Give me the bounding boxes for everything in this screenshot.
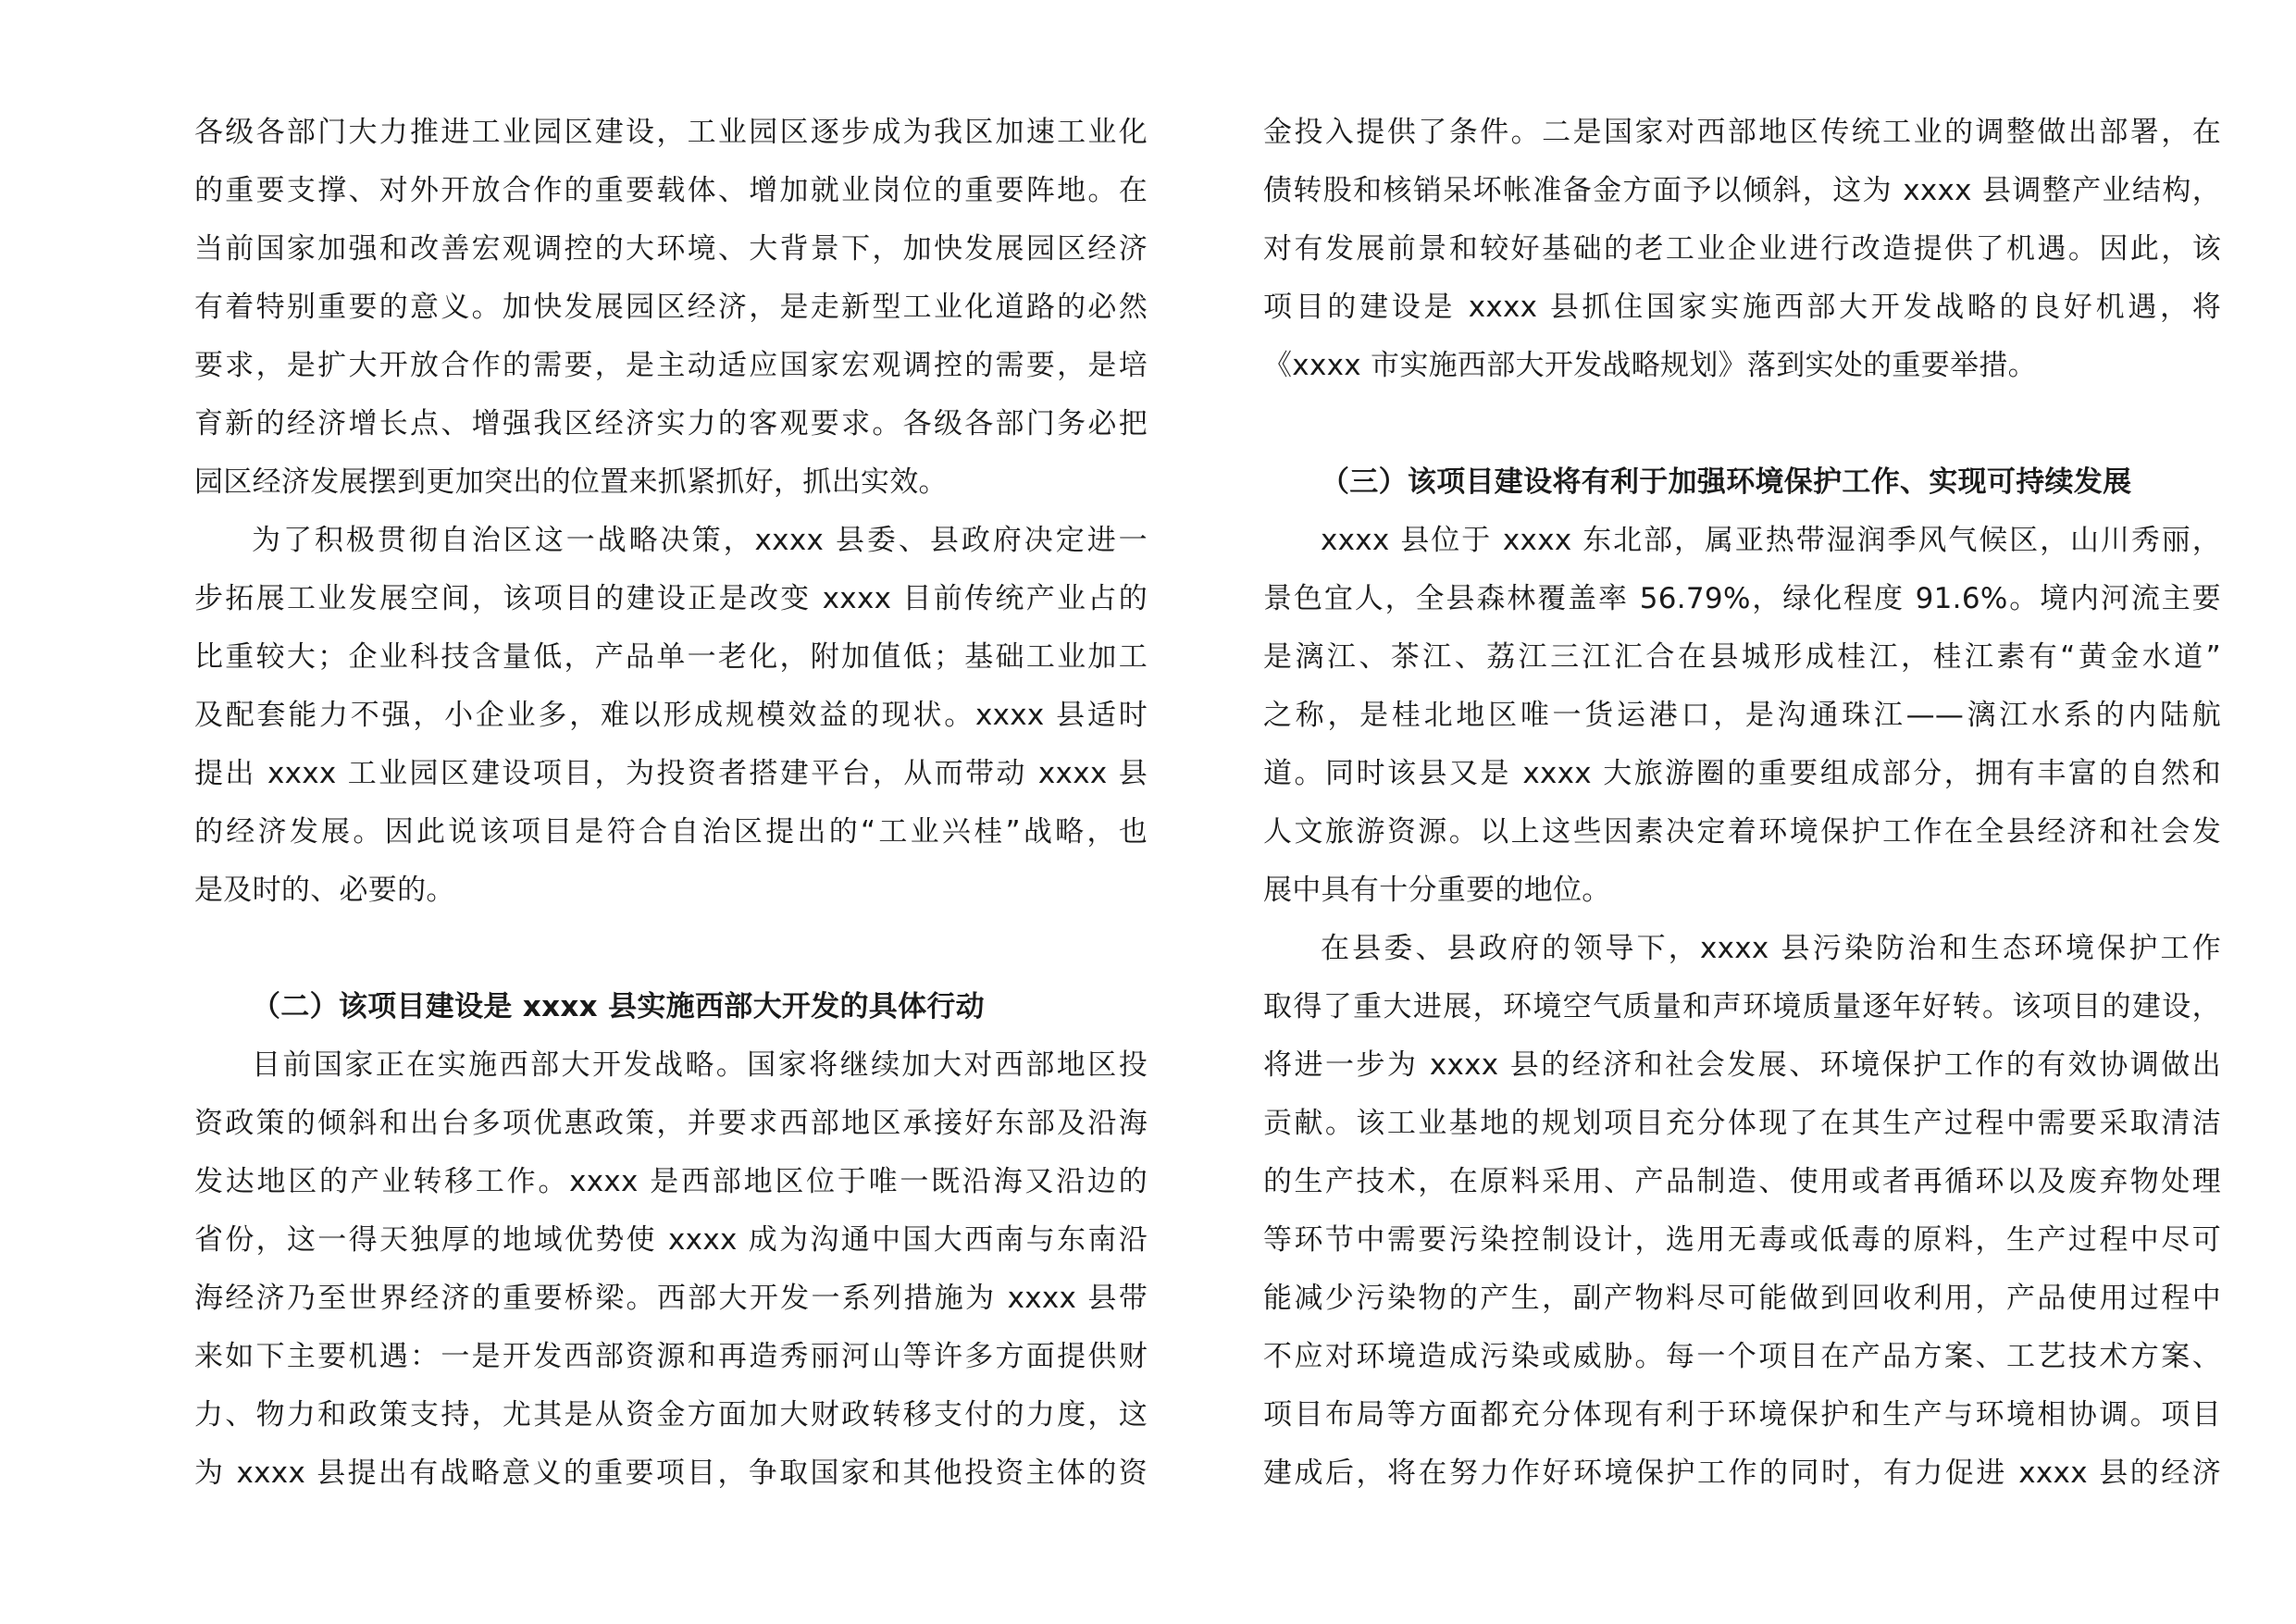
text-line: 园区经济发展摆到更加突出的位置来抓紧抓好，抓出实效。 [194,465,948,499]
paragraph-industrial-park [194,104,1148,512]
text-line: 的重要支撑、对外开放合作的重要载体、增加就业岗位的重要阵地。在 [194,174,1148,207]
text-line: 金投入提供了条件。二是国家对西部地区传统工业的调整做出部署，在 [1263,116,2221,149]
text-line: 目前国家正在实施西部大开发战略。国家将继续加大对西部地区投 [252,1048,1148,1082]
section-heading-3: （三）该项目建设将有利于加强环境保护工作、实现可持续发展 [1321,465,2132,499]
text-line: 为了积极贯彻自治区这一战略决策，xxxx 县委、县政府决定进一 [252,524,1148,557]
text-line: 在县委、县政府的领导下，xxxx 县污染防治和生态环境保护工作 [1321,932,2221,965]
paragraph-western-development [194,1036,1148,1503]
text-line: 贡献。该工业基地的规划项目充分体现了在其生产过程中需要采取清洁 [1263,1107,2221,1140]
left-column [194,104,1148,1503]
section-heading-2: （二）该项目建设是 xxxx 县实施西部大开发的具体行动 [252,990,985,1023]
spacer [1263,395,2221,453]
text-line: 步拓展工业发展空间，该项目的建设正是改变 xxxx 目前传统产业占的 [194,582,1148,615]
text-line: 不应对环境造成污染或威胁。每一个项目在产品方案、工艺技术方案、 [1263,1340,2221,1373]
text-line: 的经济发展。因此说该项目是符合自治区提出的“工业兴桂”战略，也 [194,815,1148,849]
text-line: 比重较大；企业科技含量低，产品单一老化，附加值低；基础工业加工 [194,640,1148,674]
text-line: 有着特别重要的意义。加快发展园区经济，是走新型工业化道路的必然 [194,291,1148,324]
text-line: 等环节中需要污染控制设计，选用无毒或低毒的原料，生产过程中尽可 [1263,1223,2221,1257]
text-line: 当前国家加强和改善宏观调控的大环境、大背景下，加快发展园区经济 [194,232,1148,266]
text-line: 提出 xxxx 工业园区建设项目，为投资者搭建平台，从而带动 xxxx 县 [194,757,1148,790]
text-line: 之称，是桂北地区唯一货运港口，是沟通珠江——漓江水系的内陆航 [1263,699,2221,732]
text-line: 《xxxx 市实施西部大开发战略规划》落到实处的重要举措。 [1263,349,2037,382]
text-line: 能减少污染物的产生，副产物料尽可能做到回收利用，产品使用过程中 [1263,1282,2221,1315]
text-line: 来如下主要机遇：一是开发西部资源和再造秀丽河山等许多方面提供财 [194,1340,1148,1373]
right-column [1263,104,2221,1503]
text-line: 将进一步为 xxxx 县的经济和社会发展、环境保护工作的有效协调做出 [1263,1048,2221,1082]
text-line: 资政策的倾斜和出台多项优惠政策，并要求西部地区承接好东部及沿海 [194,1107,1148,1140]
paragraph-county-decision [194,512,1148,920]
text-line: 发达地区的产业转移工作。xxxx 是西部地区位于唯一既沿海又沿边的 [194,1165,1148,1198]
paragraph-county-environment [1263,512,2221,920]
text-line: 人文旅游资源。以上这些因素决定着环境保护工作在全县经济和社会发 [1263,815,2221,849]
text-line: 省份，这一得天独厚的地域优势使 xxxx 成为沟通中国大西南与东南沿 [194,1223,1148,1257]
text-line: 项目的建设是 xxxx 县抓住国家实施西部大开发战略的良好机遇，将 [1263,291,2221,324]
text-line: 各级各部门大力推进工业园区建设，工业园区逐步成为我区加速工业化 [194,116,1148,149]
spacer [194,920,1148,978]
text-line: 海经济乃至世界经济的重要桥梁。西部大开发一系列措施为 xxxx 县带 [194,1282,1148,1315]
text-line: 育新的经济增长点、增强我区经济实力的客观要求。各级各部门务必把 [194,407,1148,440]
text-line: 为 xxxx 县提出有战略意义的重要项目，争取国家和其他投资主体的资 [194,1457,1148,1490]
text-line: 要求，是扩大开放合作的需要，是主动适应国家宏观调控的需要，是培 [194,349,1148,382]
text-line: 债转股和核销呆坏帐准备金方面予以倾斜，这为 xxxx 县调整产业结构， [1263,174,2221,207]
paragraph-pollution-control [1263,920,2221,1503]
paragraph-funding-opportunity [1263,104,2221,395]
text-line: 项目布局等方面都充分体现有利于环境保护和生产与环境相协调。项目 [1263,1398,2221,1432]
text-line: 展中具有十分重要的地位。 [1263,874,1611,907]
text-line: 及配套能力不强，小企业多，难以形成规模效益的现状。xxxx 县适时 [194,699,1148,732]
text-line: 的生产技术，在原料采用、产品制造、使用或者再循环以及废弃物处理 [1263,1165,2221,1198]
text-line: 是及时的、必要的。 [194,874,455,907]
text-line: 力、物力和政策支持，尤其是从资金方面加大财政转移支付的力度，这 [194,1398,1148,1432]
text-line: 景色宜人，全县森林覆盖率 56.79%，绿化程度 91.6%。境内河流主要 [1263,582,2221,615]
text-line: 取得了重大进展，环境空气质量和声环境质量逐年好转。该项目的建设， [1263,990,2221,1023]
text-line: 对有发展前景和较好基础的老工业企业进行改造提供了机遇。因此，该 [1263,232,2221,266]
text-line: 是漓江、茶江、荔江三江汇合在县城形成桂江，桂江素有“黄金水道” [1263,640,2221,674]
text-line: 建成后，将在努力作好环境保护工作的同时，有力促进 xxxx 县的经济 [1263,1457,2221,1490]
text-line: 道。同时该县又是 xxxx 大旅游圈的重要组成部分，拥有丰富的自然和 [1263,757,2221,790]
text-line: xxxx 县位于 xxxx 东北部，属亚热带湿润季风气候区，山川秀丽， [1321,524,2221,557]
